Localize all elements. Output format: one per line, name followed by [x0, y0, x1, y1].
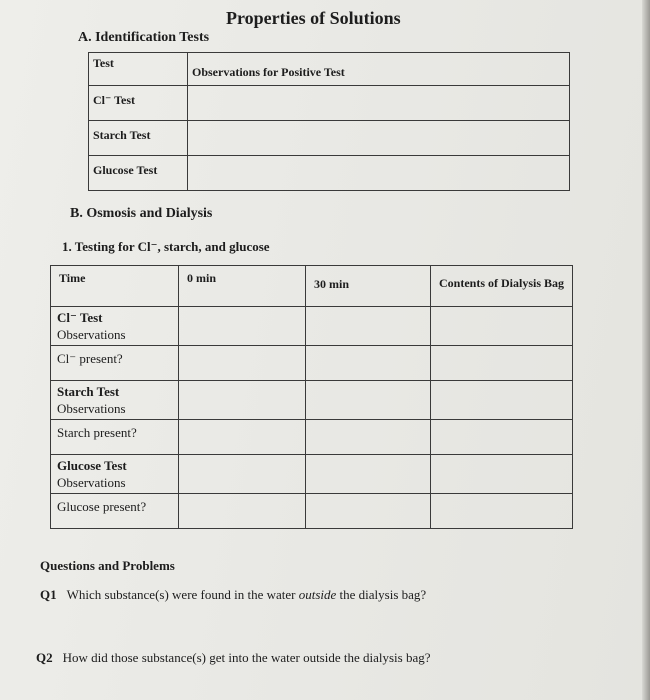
row-label-cell: [89, 86, 188, 121]
header-test: Test: [93, 56, 114, 70]
page-edge-shadow: [642, 0, 650, 700]
question-number: Q1: [40, 587, 57, 602]
section-b-subheading: 1. Testing for Cl⁻, starch, and glucose: [62, 239, 270, 254]
row-cl-test: Cl⁻ Test: [93, 93, 136, 107]
row-label-cell: [51, 420, 179, 455]
page-title: Properties of Solutions: [226, 8, 401, 28]
entry-cell[interactable]: [306, 307, 431, 346]
row-label-cell: [51, 494, 179, 529]
row-label-cell: [51, 381, 179, 420]
row-label-cell: [51, 346, 179, 381]
cl-test-label: Cl⁻ Test: [57, 310, 103, 325]
table-row: [51, 307, 573, 346]
row-label-cell: [51, 455, 179, 494]
table-row: [89, 53, 570, 86]
table-row: [51, 455, 573, 494]
table-row: [51, 346, 573, 381]
glucose-present-label: Glucose present?: [57, 499, 147, 514]
row-glucose-test: Glucose Test: [93, 163, 158, 177]
header-0-min: 0 min: [187, 271, 217, 285]
question-text: Which substance(s) were found in the water: [66, 587, 299, 602]
question-emphasis: outside: [298, 587, 337, 602]
table-row: [89, 86, 570, 121]
header-30-min: 30 min: [314, 277, 350, 291]
observation-entry-cell[interactable]: [188, 86, 570, 121]
header-time: Time: [59, 271, 86, 285]
entry-cell[interactable]: [179, 381, 306, 420]
entry-cell[interactable]: [179, 307, 306, 346]
question-number: Q2: [36, 650, 53, 665]
entry-cell[interactable]: [431, 420, 573, 455]
glucose-test-label: Glucose Test: [57, 458, 127, 473]
observations-label: Observations: [57, 475, 126, 490]
question-1: [40, 587, 426, 603]
entry-cell[interactable]: [179, 455, 306, 494]
dialysis-table: [50, 265, 573, 529]
entry-cell[interactable]: [306, 420, 431, 455]
entry-cell[interactable]: [431, 381, 573, 420]
observations-label: Observations: [57, 401, 126, 416]
row-label-cell: [51, 307, 179, 346]
observations-label: Observations: [57, 327, 126, 342]
question-2: [36, 650, 431, 666]
table-row: [51, 420, 573, 455]
table-row: [51, 494, 573, 529]
header-cell: [89, 53, 188, 86]
entry-cell[interactable]: [179, 420, 306, 455]
observation-entry-cell[interactable]: [188, 156, 570, 191]
entry-cell[interactable]: [179, 494, 306, 529]
starch-test-label: Starch Test: [57, 384, 120, 399]
table-row: [51, 266, 573, 307]
entry-cell[interactable]: [431, 346, 573, 381]
entry-cell[interactable]: [306, 346, 431, 381]
section-b-heading: B. Osmosis and Dialysis: [70, 206, 213, 221]
question-text: How did those substance(s) get into the water outside the dialysis bag?: [62, 650, 431, 665]
entry-cell[interactable]: [431, 455, 573, 494]
identification-tests-table: [88, 52, 570, 191]
entry-cell[interactable]: [306, 381, 431, 420]
entry-cell[interactable]: [431, 307, 573, 346]
starch-present-label: Starch present?: [57, 425, 137, 440]
row-label-cell: [89, 156, 188, 191]
row-label-cell: [89, 121, 188, 156]
table-row: [89, 156, 570, 191]
header-cell: [431, 266, 573, 307]
header-cell: [188, 53, 570, 86]
table-row: [89, 121, 570, 156]
observation-entry-cell[interactable]: [188, 121, 570, 156]
entry-cell[interactable]: [179, 346, 306, 381]
header-contents-dialysis-bag: Contents of Dialysis Bag: [439, 276, 565, 290]
row-starch-test: Starch Test: [93, 128, 151, 142]
entry-cell[interactable]: [431, 494, 573, 529]
header-observations: Observations for Positive Test: [192, 65, 345, 79]
entry-cell[interactable]: [306, 494, 431, 529]
cl-present-label: Cl⁻ present?: [57, 351, 123, 366]
section-a-heading: A. Identification Tests: [78, 30, 210, 45]
table-row: [51, 381, 573, 420]
header-cell: [306, 266, 431, 307]
header-cell: [179, 266, 306, 307]
question-text-end: the dialysis bag?: [336, 587, 427, 602]
entry-cell[interactable]: [306, 455, 431, 494]
questions-heading: Questions and Problems: [40, 558, 175, 573]
header-cell: [51, 266, 179, 307]
